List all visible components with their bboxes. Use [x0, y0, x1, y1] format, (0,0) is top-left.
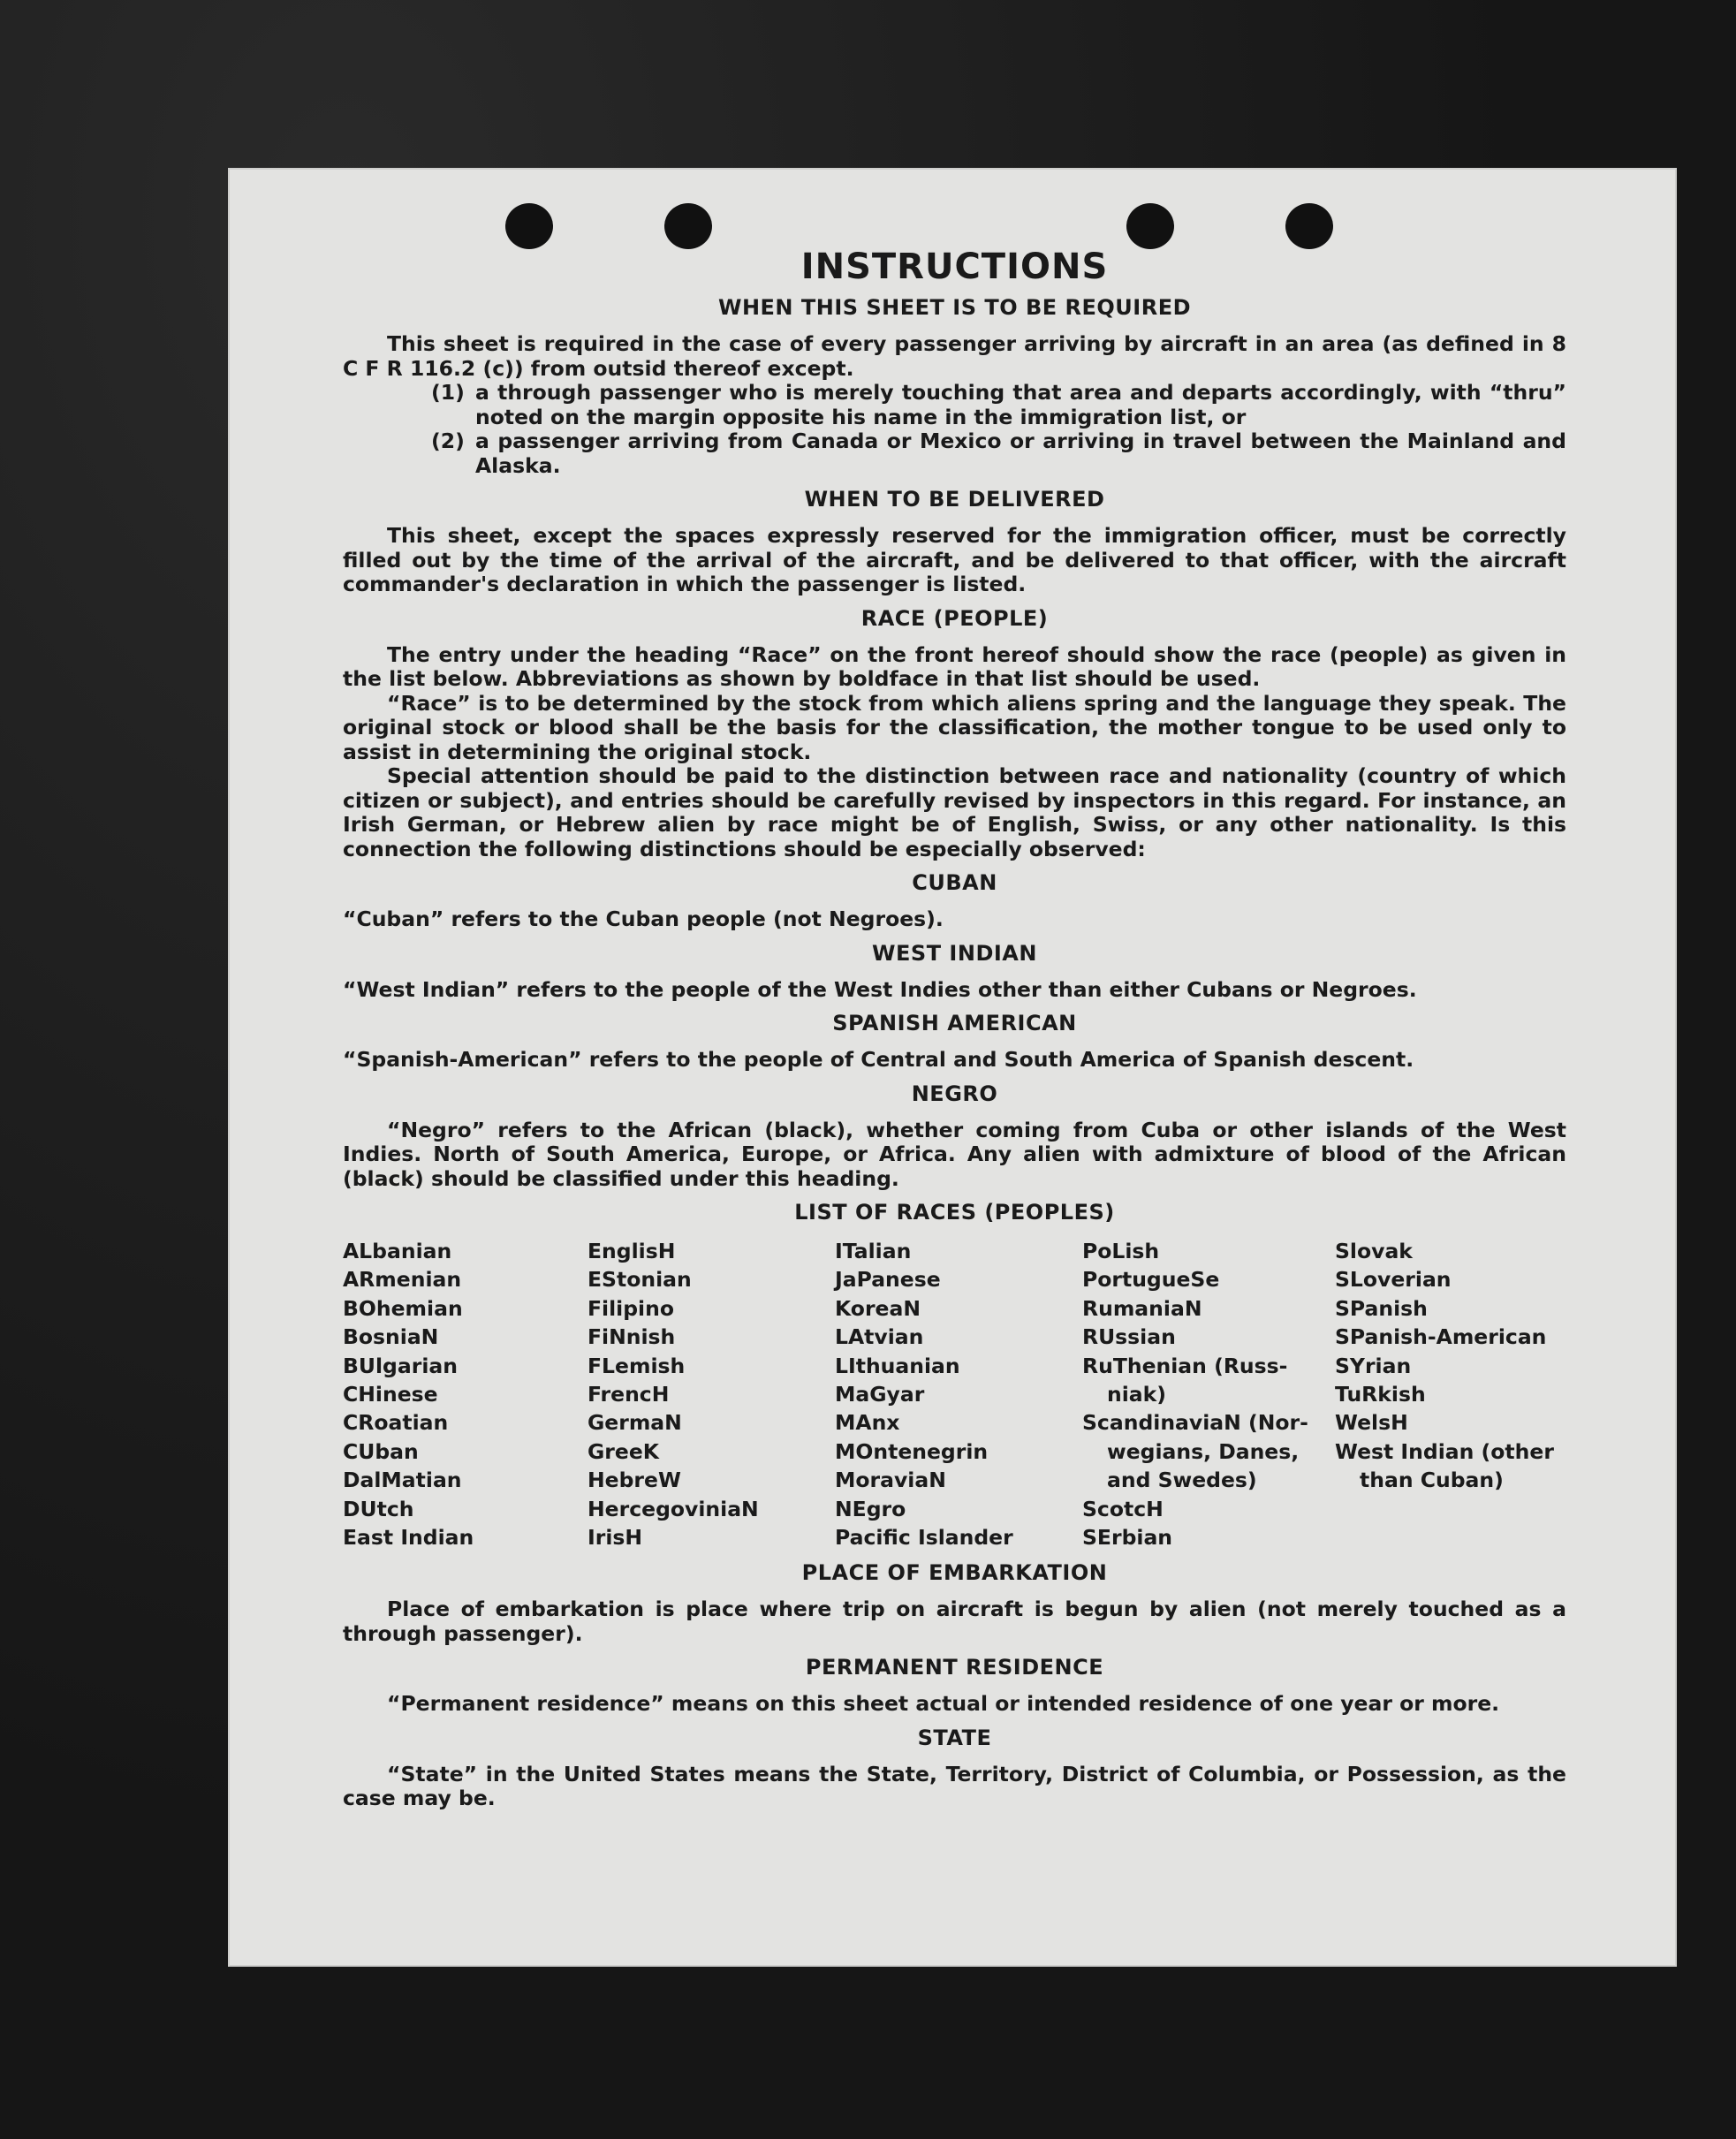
section-heading-list-of-races: LIST OF RACES (PEOPLES) [794, 1200, 1115, 1225]
race-item: Pacific Islander [835, 1525, 1013, 1551]
list-item [343, 429, 1566, 478]
race-item-continuation: than Cuban) [1360, 1468, 1504, 1493]
race-item: ScotcH [1082, 1496, 1164, 1521]
race-item: GermaN [588, 1410, 682, 1436]
race-item: IrisH [588, 1525, 643, 1551]
race-item: ARmenian [343, 1267, 462, 1293]
race-item: RumaniaN [1082, 1295, 1202, 1321]
paragraph-embarkation: Place of embarkation is place where trip on aircraft is begun by alien (not merely touched as a through passenger). [343, 1597, 1566, 1646]
section-heading-residence: PERMANENT RESIDENCE [805, 1655, 1104, 1680]
race-item: LAtvian [835, 1324, 924, 1350]
race-item: Slovak [1335, 1239, 1413, 1263]
section-heading-west-indian: WEST INDIAN [872, 940, 1037, 966]
paragraph-state: “State” in the United States means the State, Territory, District of Columbia, or Possession, as the case may be. [343, 1761, 1566, 1811]
paragraph-race: Special attention should be paid to the distinction between race and nationality (country of which citizen or subject), and entries should be carefully revised by inspectors in this regard. For instance, an Irish German, or Hebrew alien by race might be of English, Swiss, or any other nationality. Is this connection the following distinctions should be especially observed: [343, 763, 1566, 861]
race-item: CUban [343, 1438, 419, 1464]
item-text: a passenger arriving from Canada or Mexico or arriving in travel between the Mainland and Alaska. [475, 429, 1566, 478]
race-item: BUlgarian [343, 1353, 458, 1378]
race-item: GreeK [588, 1438, 659, 1464]
races-column [588, 1237, 835, 1551]
section-heading-when-delivered: WHEN TO BE DELIVERED [804, 487, 1105, 512]
race-item: East Indian [343, 1525, 474, 1551]
race-item: West Indian (other [1335, 1438, 1554, 1464]
race-item: MaGyar [835, 1382, 925, 1407]
race-item: HercegoviniaN [588, 1496, 759, 1521]
races-column [835, 1237, 1082, 1551]
race-item: EnglisH [588, 1239, 676, 1263]
race-item: CHinese [343, 1382, 438, 1407]
paragraph-negro: “Negro” refers to the African (black), whether coming from Cuba or other islands of the West Indies. North of South America, Europe, or Africa. Any alien with admixture of blood of the African (black) should be classified under this heading. [343, 1117, 1566, 1191]
race-item: RUssian [1082, 1324, 1176, 1350]
punch-hole [664, 203, 712, 249]
race-item-continuation: wegians, Danes, [1107, 1438, 1300, 1464]
race-item: ITalian [835, 1239, 912, 1263]
races-list [343, 1237, 1566, 1551]
section-heading-when-required: WHEN THIS SHEET IS TO BE REQUIRED [717, 295, 1192, 320]
paragraph-race: The entry under the heading “Race” on the front hereof should show the race (people) as given in the list below. Abbreviations as shown by boldface in that list should be used. [343, 641, 1566, 691]
race-item: SPanish [1335, 1295, 1428, 1321]
race-item: CRoatian [343, 1410, 449, 1436]
race-item: BOhemian [343, 1295, 463, 1321]
race-item: WelsH [1335, 1410, 1408, 1436]
race-item: DUtch [343, 1496, 414, 1521]
race-item: MoraviaN [835, 1468, 946, 1493]
race-item: PortugueSe [1082, 1267, 1220, 1293]
race-item: SPanish-American [1335, 1324, 1547, 1350]
item-number: (2) [431, 429, 465, 453]
race-item: TuRkish [1335, 1382, 1426, 1407]
races-column [343, 1237, 588, 1551]
section-heading-cuban: CUBAN [912, 870, 997, 895]
race-item: FrencH [588, 1382, 670, 1407]
race-item: SLoverian [1335, 1267, 1452, 1293]
section-heading-race: RACE (PEOPLE) [860, 605, 1049, 631]
page-title: INSTRUCTIONS [800, 247, 1109, 287]
paragraph-west-indian: “West Indian” refers to the people of the West Indies other than either Cubans or Negroes. [343, 976, 1417, 1002]
race-item: KoreaN [835, 1295, 921, 1321]
paragraph-cuban: “Cuban” refers to the Cuban people (not Negroes). [343, 906, 944, 931]
race-item: NEgro [835, 1496, 906, 1521]
item-text: a through passenger who is merely touching that area and departs accordingly, with “thru” noted on the margin opposite his name in the immigration list, or [475, 380, 1566, 429]
races-column [1335, 1237, 1566, 1551]
paragraph-when-required: This sheet is required in the case of every passenger arriving by aircraft in an area (as defined in 8 C F R 116.2 (c)) from outsid thereof except. [343, 331, 1566, 381]
section-heading-state: STATE [917, 1725, 992, 1750]
race-item: SErbian [1082, 1525, 1173, 1551]
section-heading-embarkation: PLACE OF EMBARKATION [801, 1560, 1108, 1586]
race-item-continuation: niak) [1107, 1382, 1167, 1407]
races-column [1082, 1237, 1335, 1551]
section-heading-negro: NEGRO [911, 1081, 998, 1106]
race-item: FiNnish [588, 1324, 676, 1350]
punch-hole [505, 203, 553, 249]
punch-hole [1285, 203, 1333, 249]
paragraph-spanish-american: “Spanish-American” refers to the people of Central and South America of Spanish descent. [343, 1047, 1414, 1072]
race-item: BosniaN [343, 1324, 439, 1350]
race-item: Filipino [588, 1295, 674, 1321]
paragraph-residence: “Permanent residence” means on this sheet actual or intended residence of one year or more. [387, 1691, 1500, 1717]
race-item: SYrian [1335, 1353, 1412, 1378]
race-item: MOntenegrin [835, 1438, 989, 1464]
race-item: HebreW [588, 1468, 681, 1493]
race-item: PoLish [1082, 1239, 1160, 1263]
page-content [343, 247, 1566, 1811]
race-item-continuation: and Swedes) [1107, 1468, 1257, 1493]
race-item: LIthuanian [835, 1353, 960, 1378]
race-item: DalMatian [343, 1468, 462, 1493]
race-item: FLemish [588, 1353, 686, 1378]
paragraph-when-delivered: This sheet, except the spaces expressly reserved for the immigration officer, must be correctly filled out by the time of the arrival of the aircraft, and be delivered to that officer, with the aircraft commander's declaration in which the passenger is listed. [343, 523, 1566, 596]
section-heading-spanish-american: SPANISH AMERICAN [832, 1011, 1077, 1035]
paragraph-race: “Race” is to be determined by the stock from which aliens spring and the language they speak. The original stock or blood shall be the basis for the classification, the mother tongue to be used only to assist in determining the original stock. [343, 690, 1566, 764]
instruction-sheet [228, 168, 1677, 1967]
race-item: EStonian [588, 1267, 692, 1293]
race-item: ScandinaviaN (Nor- [1082, 1410, 1308, 1436]
race-item: MAnx [835, 1410, 900, 1436]
list-item [343, 381, 1566, 429]
race-item: JaPanese [835, 1267, 941, 1293]
item-number: (1) [431, 380, 465, 405]
race-item: RuThenian (Russ- [1082, 1353, 1288, 1378]
race-item: ALbanian [343, 1239, 452, 1263]
punch-hole [1126, 203, 1174, 249]
